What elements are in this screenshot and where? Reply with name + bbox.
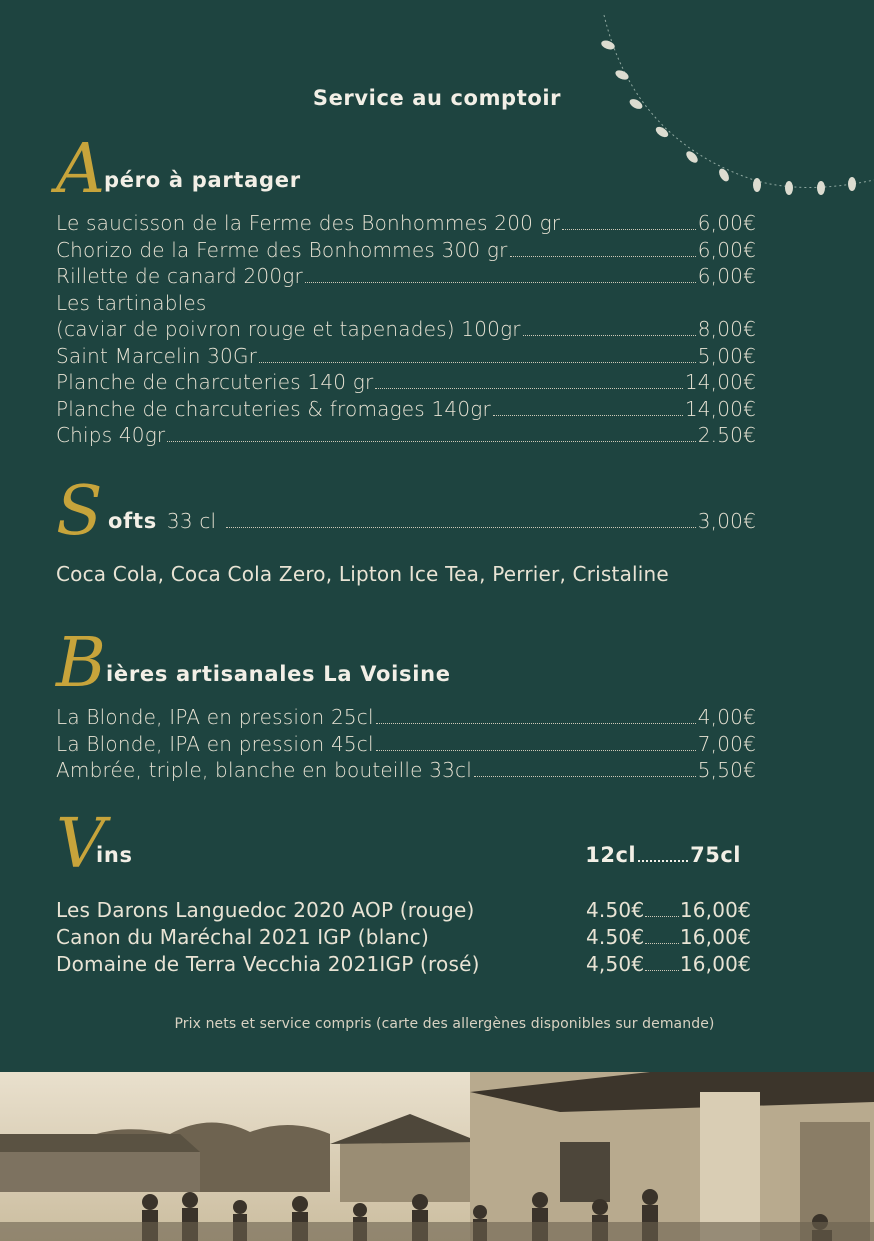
col-12cl: 12cl bbox=[585, 843, 637, 867]
section-title-softs bbox=[56, 472, 756, 551]
title-initial: V bbox=[56, 805, 106, 884]
terrace-photo bbox=[0, 1072, 874, 1241]
section-title-vins bbox=[56, 805, 756, 884]
page-title: Service au comptoir bbox=[312, 86, 562, 110]
softs-size: 33 cl bbox=[166, 508, 217, 533]
menu-item: Ambrée, triple, blanche en bouteille 33cl 5,50€ bbox=[56, 758, 756, 782]
wine-size-columns bbox=[585, 843, 741, 867]
menu-item: Planche de charcuteries & fromages 140gr 14,00€ bbox=[56, 396, 756, 421]
wine-item: Les Darons Languedoc 2020 AOP (rouge) 4.50€ 16,00€ bbox=[56, 898, 751, 922]
title-initial: S bbox=[56, 472, 103, 551]
title-text: ières artisanales La Voisine bbox=[106, 662, 451, 686]
col-75cl: 75cl bbox=[690, 843, 741, 867]
menu-item: Rillette de canard 200gr 6,00€ bbox=[56, 264, 756, 288]
section-softs bbox=[56, 472, 756, 586]
section-apero bbox=[56, 128, 756, 449]
title-initial: B bbox=[56, 624, 106, 703]
title-text: ins bbox=[96, 843, 133, 867]
menu-item: Saint Marcelin 30Gr 5,00€ bbox=[56, 343, 756, 368]
menu-item: Chorizo de la Ferme des Bonhommes 300 gr 6,00€ bbox=[56, 237, 756, 262]
wine-item: Domaine de Terra Vecchia 2021IGP (rosé) 4,50€ 16,00€ bbox=[56, 952, 751, 976]
section-bieres bbox=[56, 622, 756, 784]
footer-note: Prix nets et service compris (carte des allergènes disponibles sur demande) bbox=[174, 1016, 715, 1032]
softs-price: 3,00€ bbox=[697, 508, 756, 533]
menu-item: La Blonde, IPA en pression 25cl 4,00€ bbox=[56, 705, 756, 729]
menu-item: (caviar de poivron rouge et tapenades) 100gr 8,00€ bbox=[56, 317, 756, 341]
title-text: péro à partager bbox=[104, 168, 301, 192]
section-title-apero bbox=[56, 128, 756, 209]
menu-item-heading: Les tartinables bbox=[56, 290, 207, 315]
title-initial: A bbox=[56, 130, 106, 209]
softs-list: Coca Cola, Coca Cola Zero, Lipton Ice Tea, Perrier, Cristaline bbox=[56, 562, 669, 586]
title-text: ofts bbox=[108, 508, 157, 533]
wine-item: Canon du Maréchal 2021 IGP (blanc) 4.50€ 16,00€ bbox=[56, 925, 751, 949]
menu-item: La Blonde, IPA en pression 45cl 7,00€ bbox=[56, 731, 756, 756]
menu-item: Chips 40gr 2.50€ bbox=[56, 423, 756, 447]
menu-item: Le saucisson de la Ferme des Bonhommes 200 gr 6,00€ bbox=[56, 211, 756, 235]
menu-item: Planche de charcuteries 140 gr 14,00€ bbox=[56, 370, 756, 394]
section-title-bieres bbox=[56, 622, 756, 703]
section-vins bbox=[56, 805, 756, 978]
